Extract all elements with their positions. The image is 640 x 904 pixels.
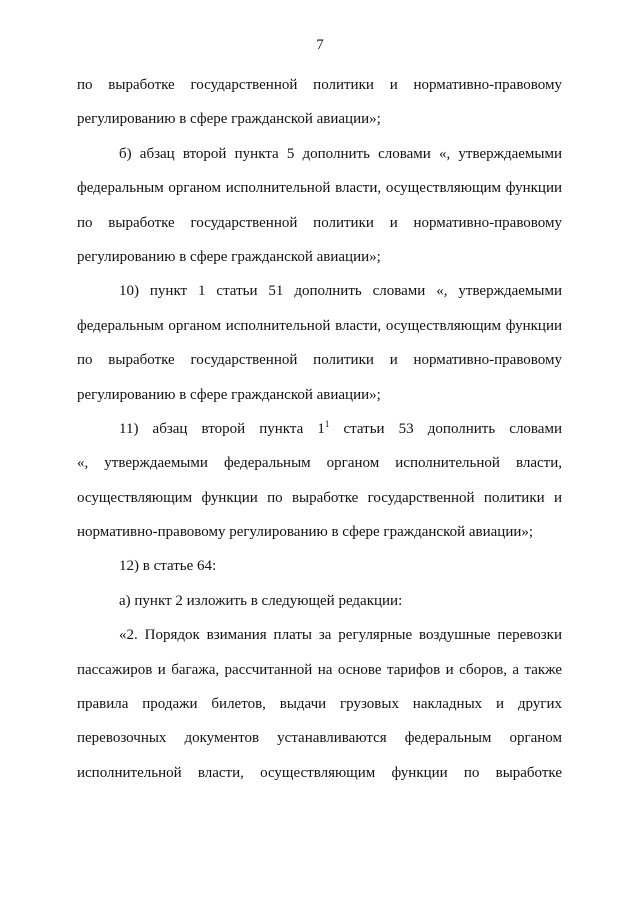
text-line-21: исполнительной власти, осуществляющим функции по выработке	[77, 764, 562, 781]
text-line-3: б) абзац второй пункта 5 дополнить словами «, утверждаемыми	[119, 145, 562, 162]
text-line-20: перевозочных документов устанавливаются федеральным органом	[77, 730, 562, 747]
text-line-19: правила продажи билетов, выдачи грузовых накладных и других	[77, 696, 562, 713]
text-line-5: по выработке государственной политики и нормативно-правовому	[77, 214, 562, 231]
document-body	[77, 72, 562, 794]
text-line-18: пассажиров и багажа, рассчитанной на основе тарифов и сборов, а также	[77, 661, 562, 678]
text-line-12: «, утверждаемыми федеральным органом исполнительной власти,	[77, 455, 562, 472]
text-line-14: нормативно-правовому регулированию в сфере гражданской авиации»;	[77, 524, 534, 541]
text-line-13: осуществляющим функции по выработке государственной политики и	[77, 489, 562, 506]
text-line-2: регулированию в сфере гражданской авиации»;	[77, 111, 381, 128]
superscript-index: 1	[324, 418, 330, 429]
text-line-16: а) пункт 2 изложить в следующей редакции:	[119, 592, 403, 609]
text-line-11-end: статьи 53 дополнить словами	[329, 420, 562, 437]
text-line-15: 12) в статье 64:	[119, 558, 217, 575]
text-line-9: по выработке государственной политики и нормативно-правовому	[77, 352, 562, 369]
text-line-17: «2. Порядок взимания платы за регулярные воздушные перевозки	[119, 627, 562, 644]
text-line-6: регулированию в сфере гражданской авиации»;	[77, 248, 381, 265]
text-line-11	[77, 416, 562, 450]
text-line-1: по выработке государственной политики и нормативно-правовому	[77, 77, 562, 93]
text-line-8: федеральным органом исполнительной власти, осуществляющим функции	[77, 317, 562, 334]
text-line-11-start: 11) абзац второй пункта 1	[119, 420, 325, 437]
text-line-10: регулированию в сфере гражданской авиации»;	[77, 386, 381, 403]
text-line-7: 10) пункт 1 статьи 51 дополнить словами «, утверждаемыми	[119, 283, 562, 300]
text-line-4: федеральным органом исполнительной власти, осуществляющим функции	[77, 180, 562, 197]
page-number: 7	[316, 37, 324, 53]
